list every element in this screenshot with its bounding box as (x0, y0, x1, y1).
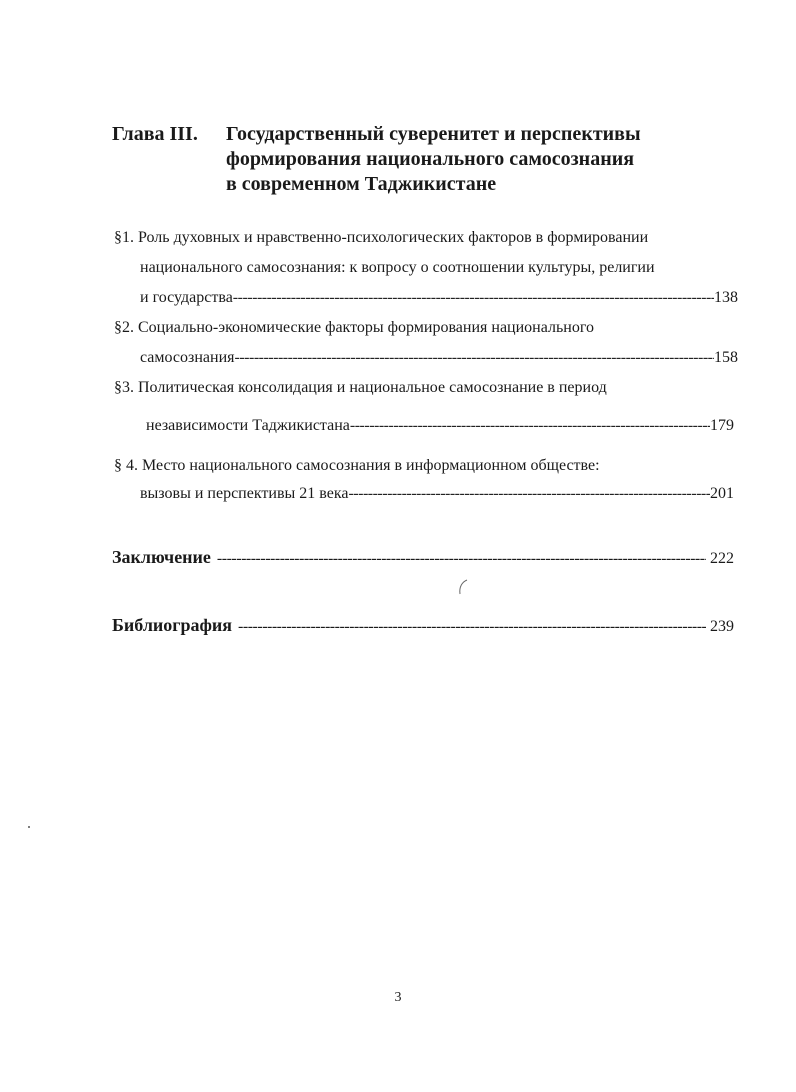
toc-text: §3. Политическая консолидация и национальное самосознание в период (114, 379, 607, 396)
toc-text: самосознания (140, 349, 235, 366)
leader-dots (348, 484, 710, 504)
toc-text: вызовы и перспективы 21 века (140, 485, 349, 502)
toc-section-3-entry (146, 416, 734, 436)
leader-dots (350, 416, 710, 436)
chapter-title (226, 122, 641, 197)
conclusion-title: Заключение (112, 547, 211, 567)
toc-section-4-line-1 (114, 456, 600, 476)
toc-text: §1. Роль духовных и нравственно-психологических факторов в формировании (114, 229, 649, 246)
toc-section-2-entry (140, 348, 738, 368)
toc-section-1-line-2 (140, 258, 655, 278)
toc-page-number: 222 (710, 550, 734, 567)
toc-text: национального самосознания: к вопросу о соотношении культуры, религии (140, 259, 655, 276)
toc-text: §2. Социально-экономические факторы формирования национального (114, 319, 594, 336)
chapter-title-line: в современном Таджикистане (226, 173, 497, 195)
page-number: 3 (394, 990, 402, 1005)
toc-bibliography-entry (112, 614, 734, 638)
leader-dots (233, 288, 714, 308)
leader-dots (235, 348, 715, 368)
leader-dots (238, 616, 706, 638)
pen-mark-artifact (456, 578, 470, 596)
toc-section-3-line-1 (114, 378, 607, 398)
toc-section-1-line-1 (114, 228, 648, 248)
chapter-title-line: формирования национального самосознания (226, 148, 635, 170)
leader-dots (217, 548, 706, 570)
toc-page-number: 138 (714, 289, 738, 306)
toc-page-number: 239 (710, 618, 734, 635)
toc-conclusion-entry (112, 546, 734, 570)
toc-page-number: 158 (714, 349, 738, 366)
toc-text: § 4. Место национального самосознания в информационном обществе: (114, 457, 600, 474)
toc-text: независимости Таджикистана (146, 417, 350, 434)
toc-section-4-entry (140, 484, 734, 504)
chapter-label: Глава III. (112, 123, 198, 145)
toc-section-1-entry (140, 288, 738, 308)
chapter-title-line: Государственный суверенитет и перспективы (226, 123, 641, 145)
scan-speck (28, 826, 30, 828)
toc-text: и государства (140, 289, 233, 306)
bibliography-title: Библиография (112, 615, 233, 635)
toc-page-number: 179 (710, 417, 734, 434)
toc-page-number: 201 (710, 485, 734, 502)
toc-section-2-line-1 (114, 318, 594, 338)
